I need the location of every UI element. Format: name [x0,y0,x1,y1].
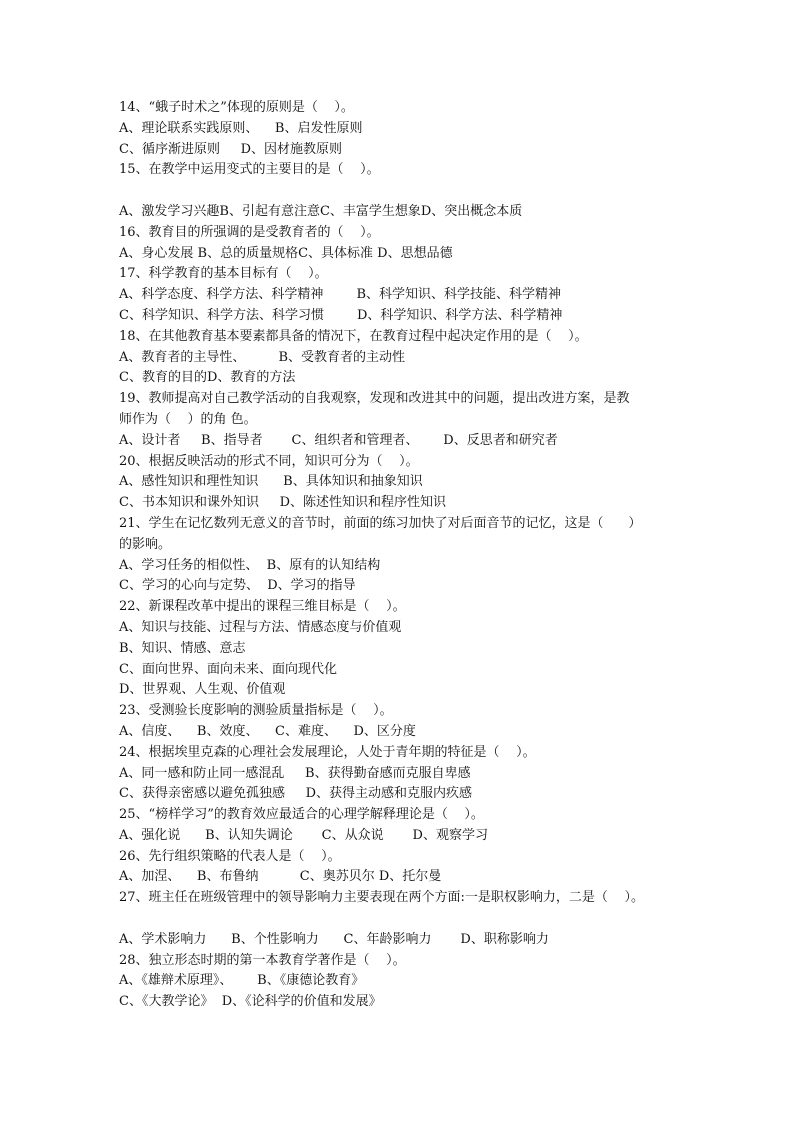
question-27-stem: 27、班主任在班级管理中的领导影响力主要表现在两个方面:一是职权影响力，二是（ ）。 [119,890,644,906]
question-20-stem: 20、根据反映活动的形式不同，知识可分为（ ）。 [119,453,419,469]
question-21-options-cd: C、学习的心向与定势、 D、学习的指导 [119,578,356,594]
question-14-options-ab: A、理论联系实践原则、 B、启发性原则 [119,120,363,136]
question-24-stem: 24、根据埃里克森的心理社会发展理论，人处于青年期的特征是（ ）。 [119,744,536,760]
question-26-stem: 26、先行组织策略的代表人是（ ）。 [119,848,341,864]
question-18-options-cd: C、教育的目的D、教育的方法 [119,370,296,386]
question-28-stem: 28、独立形态时期的第一本教育学著作是（ ）。 [119,952,406,968]
question-16-options: A、身心发展 B、总的质量规格C、具体标准 D、思想品德 [119,245,453,261]
question-17-stem: 17、科学教育的基本目标有（ ）。 [119,266,328,282]
question-26-options: A、加涅、 B、布鲁纳 C、奥苏贝尔 D、托尔曼 [119,869,442,885]
question-14-options-cd: C、循序渐进原则 D、因材施教原则 [119,141,343,157]
question-21-stem-continued: 的影响。 [119,536,172,552]
question-27-options: A、学术影响力 B、个性影响力 C、年龄影响力 D、职称影响力 [119,931,549,947]
question-28-options-cd: C、《大教学论》 D、《论科学的价值和发展》 [119,994,382,1010]
question-19-stem: 19、教师提高对自己教学活动的自我观察，发现和改进其中的问题，提出改进方案，是教 [119,391,630,407]
question-24-options-cd: C、获得亲密感以避免孤独感 D、获得主动感和克服内疚感 [119,786,473,802]
question-17-options-ab: A、科学态度、科学方法、科学精神 B、科学知识、科学技能、科学精神 [119,287,562,303]
question-19-options: A、设计者 B、指导者 C、组织者和管理者、 D、反思者和研究者 [119,432,558,448]
question-18-options-ab: A、教育者的主导性、 B、受教育者的主动性 [119,349,406,365]
blank-line [119,909,739,930]
question-17-options-cd: C、科学知识、科学方法、科学习惯 D、科学知识、科学方法、科学精神 [119,307,563,323]
question-25-stem: 25、“榜样学习”的教育效应最适合的心理学解释理论是（ ）。 [119,807,484,823]
blank-line [119,181,739,202]
question-15-options: A、激发学习兴趣B、引起有意注意C、丰富学生想象D、突出概念本质 [119,203,523,219]
question-25-options: A、强化说 B、认知失调论 C、从众说 D、观察学习 [119,827,488,843]
question-22-option-d: D、世界观、人生观、价值观 [119,682,286,698]
question-22-option-a: A、知识与技能、过程与方法、情感态度与价值观 [119,619,402,635]
question-text-block [119,98,739,1013]
question-16-stem: 16、教育目的所强调的是受教育者的（ ）。 [119,224,380,240]
question-24-options-ab: A、同一感和防止同一感混乱 B、获得勤奋感而克服自卑感 [119,765,471,781]
question-19-stem-continued: 师作为（ ）的角 色。 [119,411,257,427]
question-23-stem: 23、受测验长度影响的测验质量指标是（ ）。 [119,703,393,719]
question-20-options-cd: C、书本知识和课外知识 D、陈述性知识和程序性知识 [119,495,447,511]
question-22-option-b: B、知识、情感、意志 [119,640,246,656]
question-21-stem: 21、学生在记忆数列无意义的音节时，前面的练习加快了对后面音节的记忆，这是（ ） [119,515,642,531]
question-28-options-ab: A、《雄辩术原理》、 B、《康德论教育》 [119,973,365,989]
question-22-option-c: C、面向世界、面向未来、面向现代化 [119,661,337,677]
question-15-stem: 15、在教学中运用变式的主要目的是（ ）。 [119,162,380,178]
question-21-options-ab: A、学习任务的相似性、 B、原有的认知结构 [119,557,381,573]
question-20-options-ab: A、感性知识和理性知识 B、具体知识和抽象知识 [119,474,423,490]
question-22-stem: 22、新课程改革中提出的课程三维目标是（ ）。 [119,599,406,615]
question-14-stem: 14、“蛾子时术之”体现的原则是（ ）。 [119,100,354,115]
question-18-stem: 18、在其他教育基本要素都具备的情况下，在教育过程中起决定作用的是（ ）。 [119,328,588,344]
question-23-options: A、信度、 B、效度、 C、难度、 D、区分度 [119,723,416,739]
